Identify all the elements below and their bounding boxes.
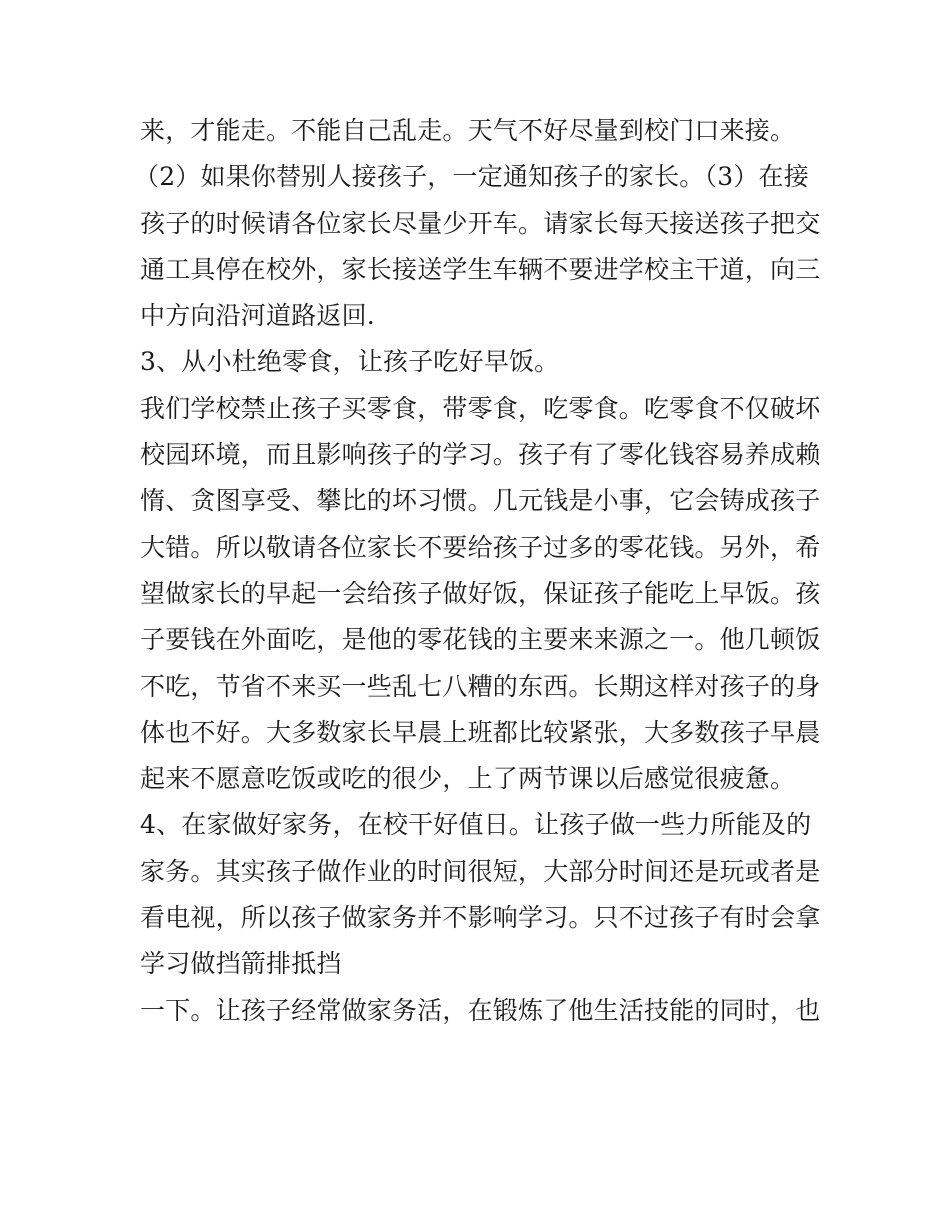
text-line: 一下。让孩子经常做家务活，在锻炼了他生活技能的同时，也 bbox=[140, 995, 821, 1025]
text-line: 中方向沿河道路返回. bbox=[140, 301, 375, 331]
text-line: 孩子的时候请各位家长尽量少开车。请家长每天接送孩子把交 bbox=[140, 208, 821, 238]
text-line: 家务。其实孩子做作业的时间很短，大部分时间还是玩或者是 bbox=[140, 856, 821, 886]
text-line: 通工具停在校外，家长接送学生车辆不要进学校主干道，向三 bbox=[140, 254, 821, 284]
section-heading: 4、在家做好家务，在校干好值日。让孩子做一些力所能及的 bbox=[140, 810, 812, 840]
text-line: 来，才能走。不能自己乱走。天气不好尽量到校门口来接。 bbox=[140, 116, 796, 145]
text-line: 望做家长的早起一会给孩子做好饭，保证孩子能吃上早饭。孩 bbox=[140, 578, 821, 608]
body-text bbox=[134, 108, 821, 1034]
text-line: 大错。所以敬请各位家长不要给孩子过多的零花钱。另外，希 bbox=[140, 532, 821, 562]
text-line: 惰、贪图享受、攀比的坏习惯。几元钱是小事，它会铸成孩子 bbox=[140, 486, 821, 516]
text-line: 起来不愿意吃饭或吃的很少，上了两节课以后感觉很疲惫。 bbox=[140, 764, 796, 794]
text-line: 看电视，所以孩子做家务并不影响学习。只不过孩子有时会拿 bbox=[140, 903, 821, 933]
text-line: 不吃，节省不来买一些乱七八糟的东西。长期这样对孩子的身 bbox=[140, 671, 821, 701]
text-line: 学习做挡箭排抵挡 bbox=[140, 949, 342, 979]
text-line: （2）如果你替别人接孩子，一定通知孩子的家长。（3）在接 bbox=[134, 162, 809, 192]
text-line: 校园环境，而且影响孩子的学习。孩子有了零化钱容易养成赖 bbox=[140, 440, 821, 470]
section-heading: 3、从小杜绝零食，让孩子吃好早饭。 bbox=[140, 347, 560, 377]
text-line: 体也不好。大多数家长早晨上班都比较紧张，大多数孩子早晨 bbox=[140, 717, 821, 747]
text-line: 我们学校禁止孩子买零食，带零食，吃零食。吃零食不仅破坏 bbox=[140, 393, 821, 423]
text-line: 子要钱在外面吃，是他的零花钱的主要来来源之一。他几顿饭 bbox=[140, 625, 821, 655]
